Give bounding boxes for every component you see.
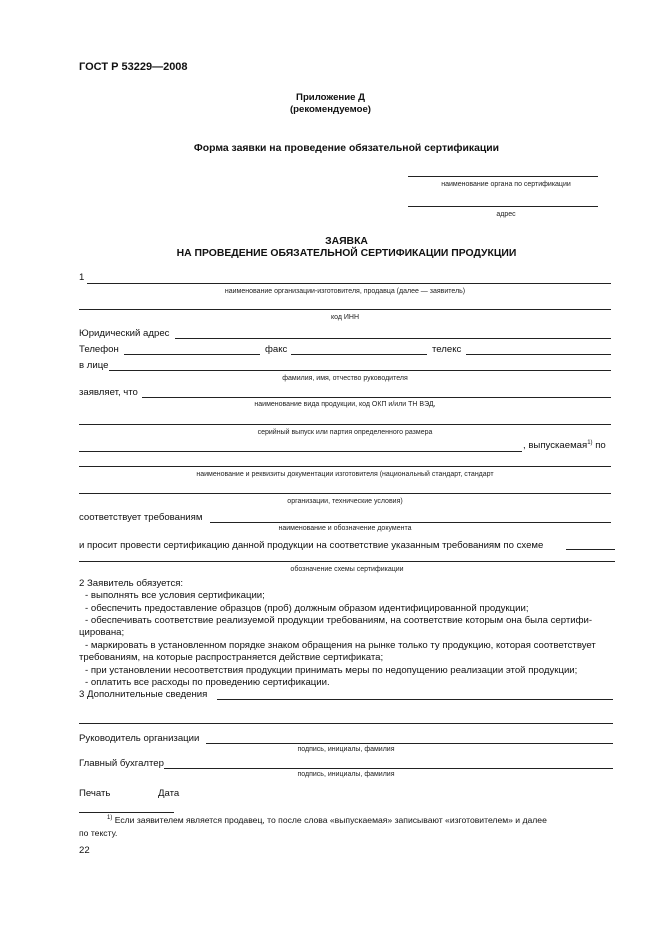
product-caption: наименование вида продукции, код ОКП и/или ТН ВЭД, (254, 401, 436, 408)
certification-body-line[interactable] (408, 176, 598, 177)
footnote-separator (79, 812, 174, 813)
seal-label: Печать (79, 788, 111, 799)
address-line[interactable] (408, 206, 598, 207)
manufacturer-docs-line[interactable] (79, 466, 611, 467)
obligation-item: - выполнять все условия сертификации; (85, 590, 265, 601)
appendix-title: Приложение Д (296, 92, 365, 103)
applicant-line[interactable] (87, 283, 611, 284)
conforms-label: соответствует требованиям (79, 512, 203, 523)
telex-line[interactable] (466, 354, 611, 355)
fax-line[interactable] (291, 354, 427, 355)
obligation-item: цирована; (79, 627, 125, 638)
product-line[interactable] (142, 397, 611, 398)
legal-address-label: Юридический адрес (79, 328, 170, 339)
manufacturer-docs-line-2[interactable] (79, 493, 611, 494)
additional-info-line-2[interactable] (79, 723, 613, 724)
form-title: Форма заявки на проведение обязательной сертификации (193, 143, 500, 154)
batch-caption: серийный выпуск или партия определенного размера (257, 429, 433, 436)
head-signature-caption: подпись, инициалы, фамилия (297, 746, 395, 753)
item-1-number: 1 (79, 272, 85, 283)
requirements-line[interactable] (210, 522, 611, 523)
obligation-item: требованиям, на которые распространяется действие сертификата; (79, 652, 384, 663)
appendix-status: (рекомендуемое) (289, 104, 371, 115)
in-person-label: в лице (79, 360, 109, 371)
head-signature-label: Руководитель организации (79, 733, 200, 744)
head-signature-line[interactable] (206, 743, 613, 744)
application-title: ЗАЯВКА (325, 236, 368, 247)
accountant-signature-line[interactable] (164, 768, 613, 769)
produced-label: , выпускаемая$^{1)}$ по (523, 439, 606, 451)
additional-info-line[interactable] (217, 699, 613, 700)
head-name-caption: фамилия, имя, отчество руководителя (282, 375, 408, 382)
phone-label: Телефон (79, 344, 119, 355)
manufacturer-docs-caption-2: организации, технические условия) (287, 498, 403, 505)
obligation-item: - обеспечивать соответствие реализуемой продукции требованиям, на соответствие которым она была сертифи- (85, 615, 593, 626)
applicant-caption: наименование организации-изготовителя, продавца (далее — заявитель) (224, 288, 466, 295)
page-number: 22 (79, 845, 90, 856)
inn-line[interactable] (79, 309, 611, 310)
obligation-item: - при установлении несоответствия продукции принимать меры по недопущению реализации этой продукции; (85, 665, 578, 676)
accountant-signature-label: Главный бухгалтер (79, 758, 164, 769)
footnote-text: $^{1)}$ Если заявителем является продавец, то после слова «выпускаемая» записывают «изготовителем» и далее (107, 815, 547, 825)
fax-label: факс (265, 344, 288, 355)
requirements-caption: наименование и обозначение документа (278, 525, 412, 532)
scheme-caption: обозначение схемы сертификации (290, 566, 404, 573)
certification-body-caption: наименование органа по сертификации (441, 181, 571, 188)
manufacturer-docs-caption-1: наименование и реквизиты документации изготовителя (национальный стандарт, стандарт (196, 471, 494, 478)
accountant-signature-caption: подпись, инициалы, фамилия (297, 771, 395, 778)
legal-address-line[interactable] (175, 338, 611, 339)
telex-label: телекс (432, 344, 462, 355)
address-caption: адрес (496, 211, 516, 218)
scheme-line-short[interactable] (566, 549, 615, 550)
phone-line[interactable] (124, 354, 260, 355)
request-text: и просит провести сертификацию данной продукции на соответствие указанным требованиям по схеме (79, 540, 544, 551)
standard-number: ГОСТ Р 53229—2008 (79, 61, 188, 73)
obligation-item: - обеспечить предоставление образцов (проб) должным образом идентифицированной продукции; (85, 603, 529, 614)
head-name-line[interactable] (109, 370, 611, 371)
declares-label: заявляет, что (79, 387, 138, 398)
footnote-text-continued: по тексту. (79, 828, 118, 838)
date-label: Дата (158, 788, 180, 799)
scheme-line[interactable] (79, 561, 615, 562)
inn-caption: код ИНН (330, 314, 360, 321)
obligation-item: - маркировать в установленном порядке знаком обращения на рынке только ту продукцию, которая соответствует (85, 640, 596, 651)
application-subtitle: НА ПРОВЕДЕНИЕ ОБЯЗАТЕЛЬНОЙ СЕРТИФИКАЦИИ ПРОДУКЦИИ (176, 248, 517, 259)
obligation-item: - оплатить все расходы по проведению сертификации. (85, 677, 330, 688)
batch-line[interactable] (79, 424, 611, 425)
obligations-heading: 2 Заявитель обязуется: (79, 578, 184, 589)
additional-info-label: 3 Дополнительные сведения (79, 689, 208, 700)
product-name-line[interactable] (79, 451, 522, 452)
